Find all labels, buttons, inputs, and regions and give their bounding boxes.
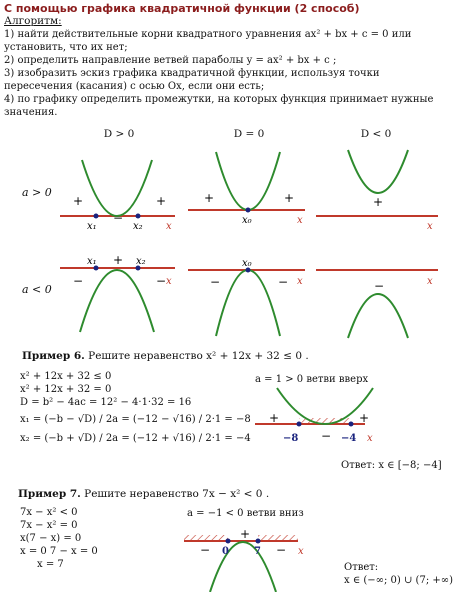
sign-plus: +: [204, 191, 215, 205]
solution-line: 7x − x² < 0: [20, 507, 78, 518]
example-6-graph: [255, 384, 455, 444]
graph-a-pos-d-pos: [60, 160, 175, 232]
step-4: 4) по графику определить промежутки, на которых функция принимает нужные значения.: [4, 94, 434, 118]
root-x2: x₂: [133, 221, 143, 232]
example-7-solution: [20, 506, 98, 571]
axis-x-label: x: [427, 221, 433, 232]
point-label: −4: [341, 433, 357, 444]
example-6-task: Решите неравенство x² + 12x + 32 ≤ 0 .: [88, 350, 309, 362]
graph-a-pos-d-neg: [316, 150, 438, 232]
graph-a-neg-d-zero: [188, 258, 305, 336]
sign-plus: +: [269, 411, 280, 425]
axis-x-label: x: [427, 276, 433, 287]
sign-plus: +: [373, 195, 384, 209]
sign-plus: +: [156, 194, 167, 208]
sign-minus: −: [374, 279, 385, 293]
graph-a-neg-d-pos: [60, 253, 175, 332]
sign-plus: +: [359, 411, 370, 425]
column-head-d-negative: D < 0: [360, 128, 392, 140]
example-7-answer: x ∈ (−∞; 0) ∪ (7; +∞): [344, 575, 453, 586]
root-x0: x₀: [242, 258, 252, 269]
example-7-label: Пример 7.: [18, 488, 81, 500]
example-6-direction: a = 1 > 0 ветви вверх: [255, 374, 369, 385]
solution-line: x₂ = (−b + √D) / 2a = (−12 + √16) / 2·1 = −4: [20, 433, 251, 444]
solution-line: x² + 12x + 32 ≤ 0: [20, 371, 112, 382]
example-6-answer: Ответ: x ∈ [−8; −4]: [341, 460, 442, 471]
axis-x-label: x: [297, 215, 303, 226]
point-label: −8: [283, 433, 299, 444]
sign-plus: +: [73, 194, 84, 208]
sign-minus: −: [278, 275, 289, 289]
axis-x-label: x: [166, 276, 172, 287]
axis-x-label: x: [166, 221, 172, 232]
row-label-a-negative: a < 0: [22, 283, 52, 296]
sign-minus: −: [200, 543, 211, 557]
solution-line: x = 7: [37, 559, 64, 570]
graph-a-pos-d-zero: [188, 152, 305, 226]
example-7-graph: [180, 522, 310, 592]
step-2: 2) определить направление ветвей параболы y = ax² + bx + c ;: [4, 55, 337, 66]
sign-plus: +: [240, 527, 251, 541]
root-x1: x₁: [87, 221, 97, 232]
axis-x-label: x: [367, 433, 373, 444]
example-7-heading: [18, 488, 269, 500]
graph-a-neg-d-neg: [316, 270, 438, 338]
example-7-direction: a = −1 < 0 ветви вниз: [187, 508, 304, 519]
sign-minus: −: [321, 429, 332, 443]
solution-line: x = 0 7 − x = 0: [20, 546, 98, 557]
axis-x-label: x: [297, 276, 303, 287]
solution-line: 7x − x² = 0: [20, 520, 78, 531]
example-6-heading: [22, 350, 309, 362]
sign-plus: +: [113, 253, 124, 267]
sign-minus: −: [276, 543, 287, 557]
step-3: 3) изобразить эскиз графика квадратичной функции, используя точки пересечения (касания) с осью Ox, если они есть;: [4, 68, 380, 92]
example-7-task: Решите неравенство 7x − x² < 0 .: [84, 488, 270, 500]
axis-x-label: x: [298, 546, 304, 557]
sign-plus: +: [284, 191, 295, 205]
root-x0: x₀: [242, 215, 252, 226]
solution-line: x(7 − x) = 0: [20, 533, 82, 544]
solution-line: x₁ = (−b − √D) / 2a = (−12 − √16) / 2·1 = −8: [20, 414, 251, 425]
sign-minus: −: [210, 275, 221, 289]
solution-line: x² + 12x + 32 = 0: [20, 384, 112, 395]
column-head-d-positive: D > 0: [103, 128, 135, 140]
row-label-a-positive: a > 0: [22, 186, 52, 199]
example-7-answer-label: Ответ:: [344, 562, 379, 573]
sign-minus: −: [113, 211, 124, 225]
point-label: 0: [222, 546, 229, 557]
root-x2: x₂: [136, 256, 146, 267]
example-6-solution: [20, 370, 251, 445]
parabola-sketches: [0, 140, 456, 345]
root-x1: x₁: [87, 256, 97, 267]
point-label: 7: [254, 546, 261, 557]
page-title: С помощью графика квадратичной функции (2 способ): [4, 2, 360, 15]
algorithm-label: Алгоритм:: [4, 15, 62, 27]
column-head-d-zero: D = 0: [233, 128, 265, 140]
sign-minus: −: [156, 274, 167, 288]
step-1: 1) найти действительные корни квадратного уравнения ax² + bx + c = 0 или установить, что их нет;: [4, 29, 412, 53]
sign-minus: −: [73, 274, 84, 288]
example-6-label: Пример 6.: [22, 350, 85, 362]
solution-line: D = b² − 4ac = 12² − 4·1·32 = 16: [20, 397, 192, 408]
